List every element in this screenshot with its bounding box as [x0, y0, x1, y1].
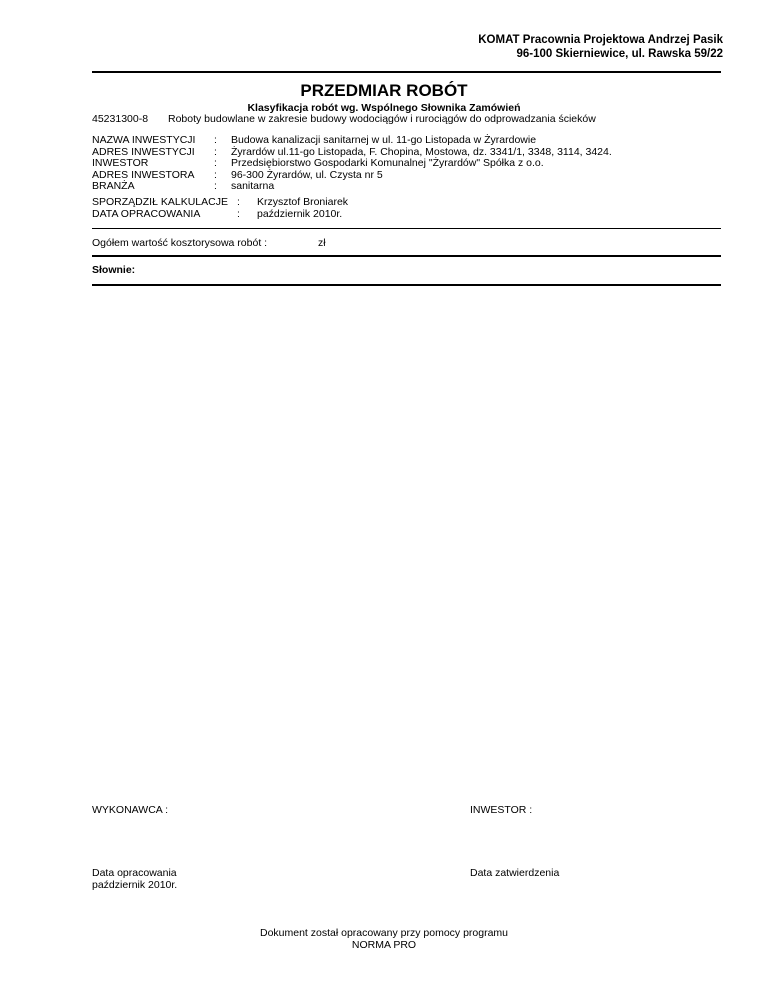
- row-colon: :: [214, 157, 217, 170]
- approval-date-label: Data zatwierdzenia: [470, 867, 560, 879]
- row-label: DATA OPRACOWANIA: [92, 207, 201, 220]
- row-colon: :: [214, 168, 217, 181]
- company-address: 96-100 Skierniewice, ul. Rawska 59/22: [516, 48, 723, 60]
- calculation-details: [92, 196, 348, 219]
- row-value: Żyrardów ul.11-go Listopada, F. Chopina, Mostowa, dz. 3341/1, 3348, 3114, 3424.: [231, 145, 612, 158]
- row-value: Krzysztof Broniarek: [257, 196, 349, 208]
- row-label: ADRES INWESTYCJI: [92, 145, 195, 158]
- company-name: KOMAT Pracownia Projektowa Andrzej Pasik: [478, 34, 723, 46]
- row-colon: :: [237, 207, 240, 220]
- cpv-description: Roboty budowlane w zakresie budowy wodociągów i rurociągów do odprowadzania ścieków: [168, 113, 596, 125]
- row-label: NAZWA INWESTYCJI: [92, 134, 196, 146]
- footer-program: NORMA PRO: [351, 939, 417, 951]
- calculation-row: [92, 208, 348, 220]
- cpv-line: [92, 113, 596, 125]
- document-title: PRZEDMIAR ROBÓT: [300, 81, 468, 100]
- investment-row: [92, 134, 612, 146]
- preparation-date: [92, 867, 177, 891]
- company-header: [478, 33, 723, 61]
- row-colon: :: [214, 180, 217, 193]
- footer-note: [0, 927, 768, 951]
- row-label: ADRES INWESTORA: [92, 168, 195, 181]
- investment-row: [92, 169, 612, 181]
- calculation-row: [92, 196, 348, 208]
- row-colon: :: [214, 134, 217, 146]
- footer-line: Dokument został opracowany przy pomocy programu: [259, 927, 509, 939]
- contractor-signature-label: WYKONAWCA :: [92, 804, 169, 816]
- section-divider: [92, 284, 721, 286]
- row-value: październik 2010r.: [257, 207, 343, 220]
- cpv-code: 45231300-8: [92, 113, 149, 125]
- row-label: SPORZĄDZIŁ KALKULACJE: [92, 196, 228, 208]
- investment-row: [92, 180, 612, 192]
- section-divider: [92, 255, 721, 257]
- row-colon: :: [237, 196, 240, 208]
- total-value-line: [92, 237, 326, 249]
- row-label: INWESTOR: [92, 157, 149, 170]
- row-colon: :: [214, 145, 217, 158]
- classification-heading: Klasyfikacja robót wg. Wspólnego Słownika Zamówień: [247, 102, 521, 114]
- row-label: BRANŻA: [92, 180, 135, 193]
- prep-date-value: październik 2010r.: [92, 879, 178, 891]
- investment-details: [92, 134, 612, 192]
- investment-row: [92, 157, 612, 169]
- header-divider: [92, 71, 721, 73]
- row-value: 96-300 Żyrardów, ul. Czysta nr 5: [231, 168, 383, 181]
- row-value: sanitarna: [231, 180, 275, 193]
- total-currency: zł: [318, 237, 326, 249]
- total-label: Ogółem wartość kosztorysowa robót :: [92, 237, 268, 249]
- row-value: Budowa kanalizacji sanitarnej w ul. 11-go Listopada w Żyrardowie: [231, 134, 537, 146]
- row-value: Przedsiębiorstwo Gospodarki Komunalnej "Żyrardów" Spółka z o.o.: [231, 157, 544, 170]
- investment-row: [92, 146, 612, 158]
- investor-signature-label: INWESTOR :: [470, 804, 533, 816]
- slownie-label: Słownie:: [92, 264, 136, 276]
- section-divider: [92, 228, 721, 229]
- prep-date-label: Data opracowania: [92, 867, 177, 879]
